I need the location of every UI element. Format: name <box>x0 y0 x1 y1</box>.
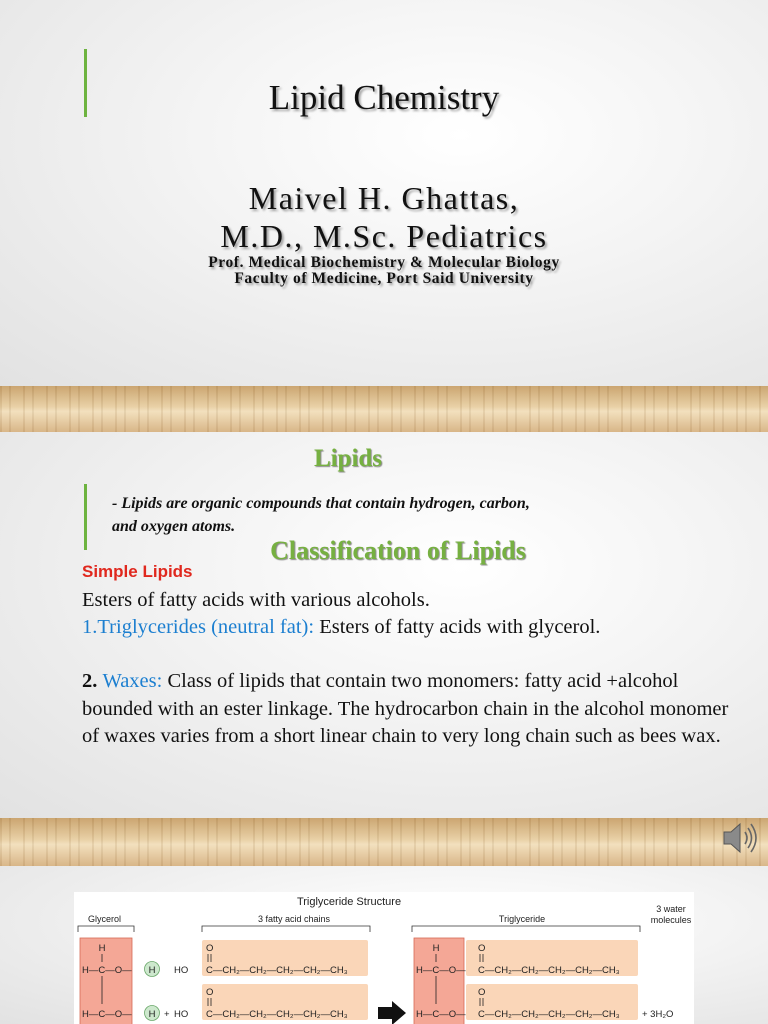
h-atom: H <box>148 965 156 976</box>
glycerol-row: H—C—O— <box>82 965 132 976</box>
water-label: 3 water <box>656 904 686 914</box>
author-position: Prof. Medical Biochemistry & Molecular Biology <box>208 254 560 271</box>
plus-sign: + <box>164 1009 170 1020</box>
lipids-heading: Lipids <box>313 445 383 472</box>
waxes-item <box>82 668 742 751</box>
fatty-acids-label: 3 fatty acid chains <box>257 914 331 924</box>
carbonyl-oxygen: O <box>478 987 486 998</box>
waxes-label: Waxes: <box>102 670 163 692</box>
definition-line: and oxygen atoms. <box>112 518 236 535</box>
glycerol-label: Glycerol <box>88 914 122 924</box>
glycerol-row: H—C—O— <box>82 1009 132 1020</box>
fatty-chain: C—CH₂—CH₂—CH₂—CH₂—CH₃ <box>206 965 348 976</box>
lipids-definition <box>112 492 692 538</box>
figure-title: Triglyceride Structure <box>296 896 402 908</box>
simple-lipids-description: Esters of fatty acids with various alcohols. <box>82 589 430 611</box>
waxes-description: Class of lipids that contain two monomers: fatty acid +alcohol bounded with an ester linkage. The hydrocarbon chain in the alcohol monomer of waxes varies from a short linear chain to very long chain such as bees wax. <box>82 670 729 747</box>
h-atom: H <box>148 1009 156 1020</box>
triglycerides-item <box>82 614 742 642</box>
classification-heading: Classification of Lipids <box>270 536 526 565</box>
water-product: + 3H₂O <box>642 1009 674 1020</box>
simple-lipids-label: Simple Lipids <box>82 562 193 581</box>
carbonyl-oxygen: O <box>478 943 486 954</box>
reaction-arrow-icon <box>378 1001 406 1024</box>
slide-divider <box>0 386 768 432</box>
glycerol-row: H—C—O— <box>416 965 466 976</box>
ho-group: HO <box>174 1009 189 1020</box>
slide-divider <box>0 818 768 866</box>
waxes-number: 2. <box>82 670 103 692</box>
triglyceride-figure <box>74 892 694 1024</box>
author-affiliation: Faculty of Medicine, Port Said University <box>234 270 534 287</box>
title-slide <box>0 0 768 386</box>
slide-title: Lipid Chemistry <box>268 78 500 117</box>
h-atom: H <box>432 943 440 954</box>
ho-group: HO <box>174 965 189 976</box>
carbonyl-oxygen: O <box>206 943 214 954</box>
glycerol-bracket <box>78 926 134 932</box>
definition-line: - Lipids are organic compounds that contain hydrogen, carbon, <box>112 495 530 512</box>
glycerol-row: H—C—O— <box>416 1009 466 1020</box>
author-name: Maivel H. Ghattas, <box>248 180 520 216</box>
fatty-chain: C—CH₂—CH₂—CH₂—CH₂—CH₃ <box>206 1009 348 1020</box>
fatty-chain: C—CH₂—CH₂—CH₂—CH₂—CH₃ <box>478 1009 620 1020</box>
lipids-slide <box>0 432 768 818</box>
water-label: molecules <box>650 915 692 925</box>
triglyceride-diagram <box>74 892 694 1024</box>
triglycerides-label: 1.Triglycerides (neutral fat): <box>82 616 315 638</box>
triglyceride-slide <box>0 866 768 1024</box>
triglyceride-bracket <box>412 926 640 932</box>
author-degrees: M.D., M.Sc. Pediatrics <box>220 218 548 254</box>
fatty-chain: C—CH₂—CH₂—CH₂—CH₂—CH₃ <box>478 965 620 976</box>
triglyceride-label: Triglyceride <box>498 914 546 924</box>
fatty-acid-bracket <box>202 926 370 932</box>
speaker-icon[interactable] <box>718 816 762 860</box>
carbonyl-oxygen: O <box>206 987 214 998</box>
triglycerides-description: Esters of fatty acids with glycerol. <box>314 616 601 638</box>
h-atom: H <box>98 943 106 954</box>
